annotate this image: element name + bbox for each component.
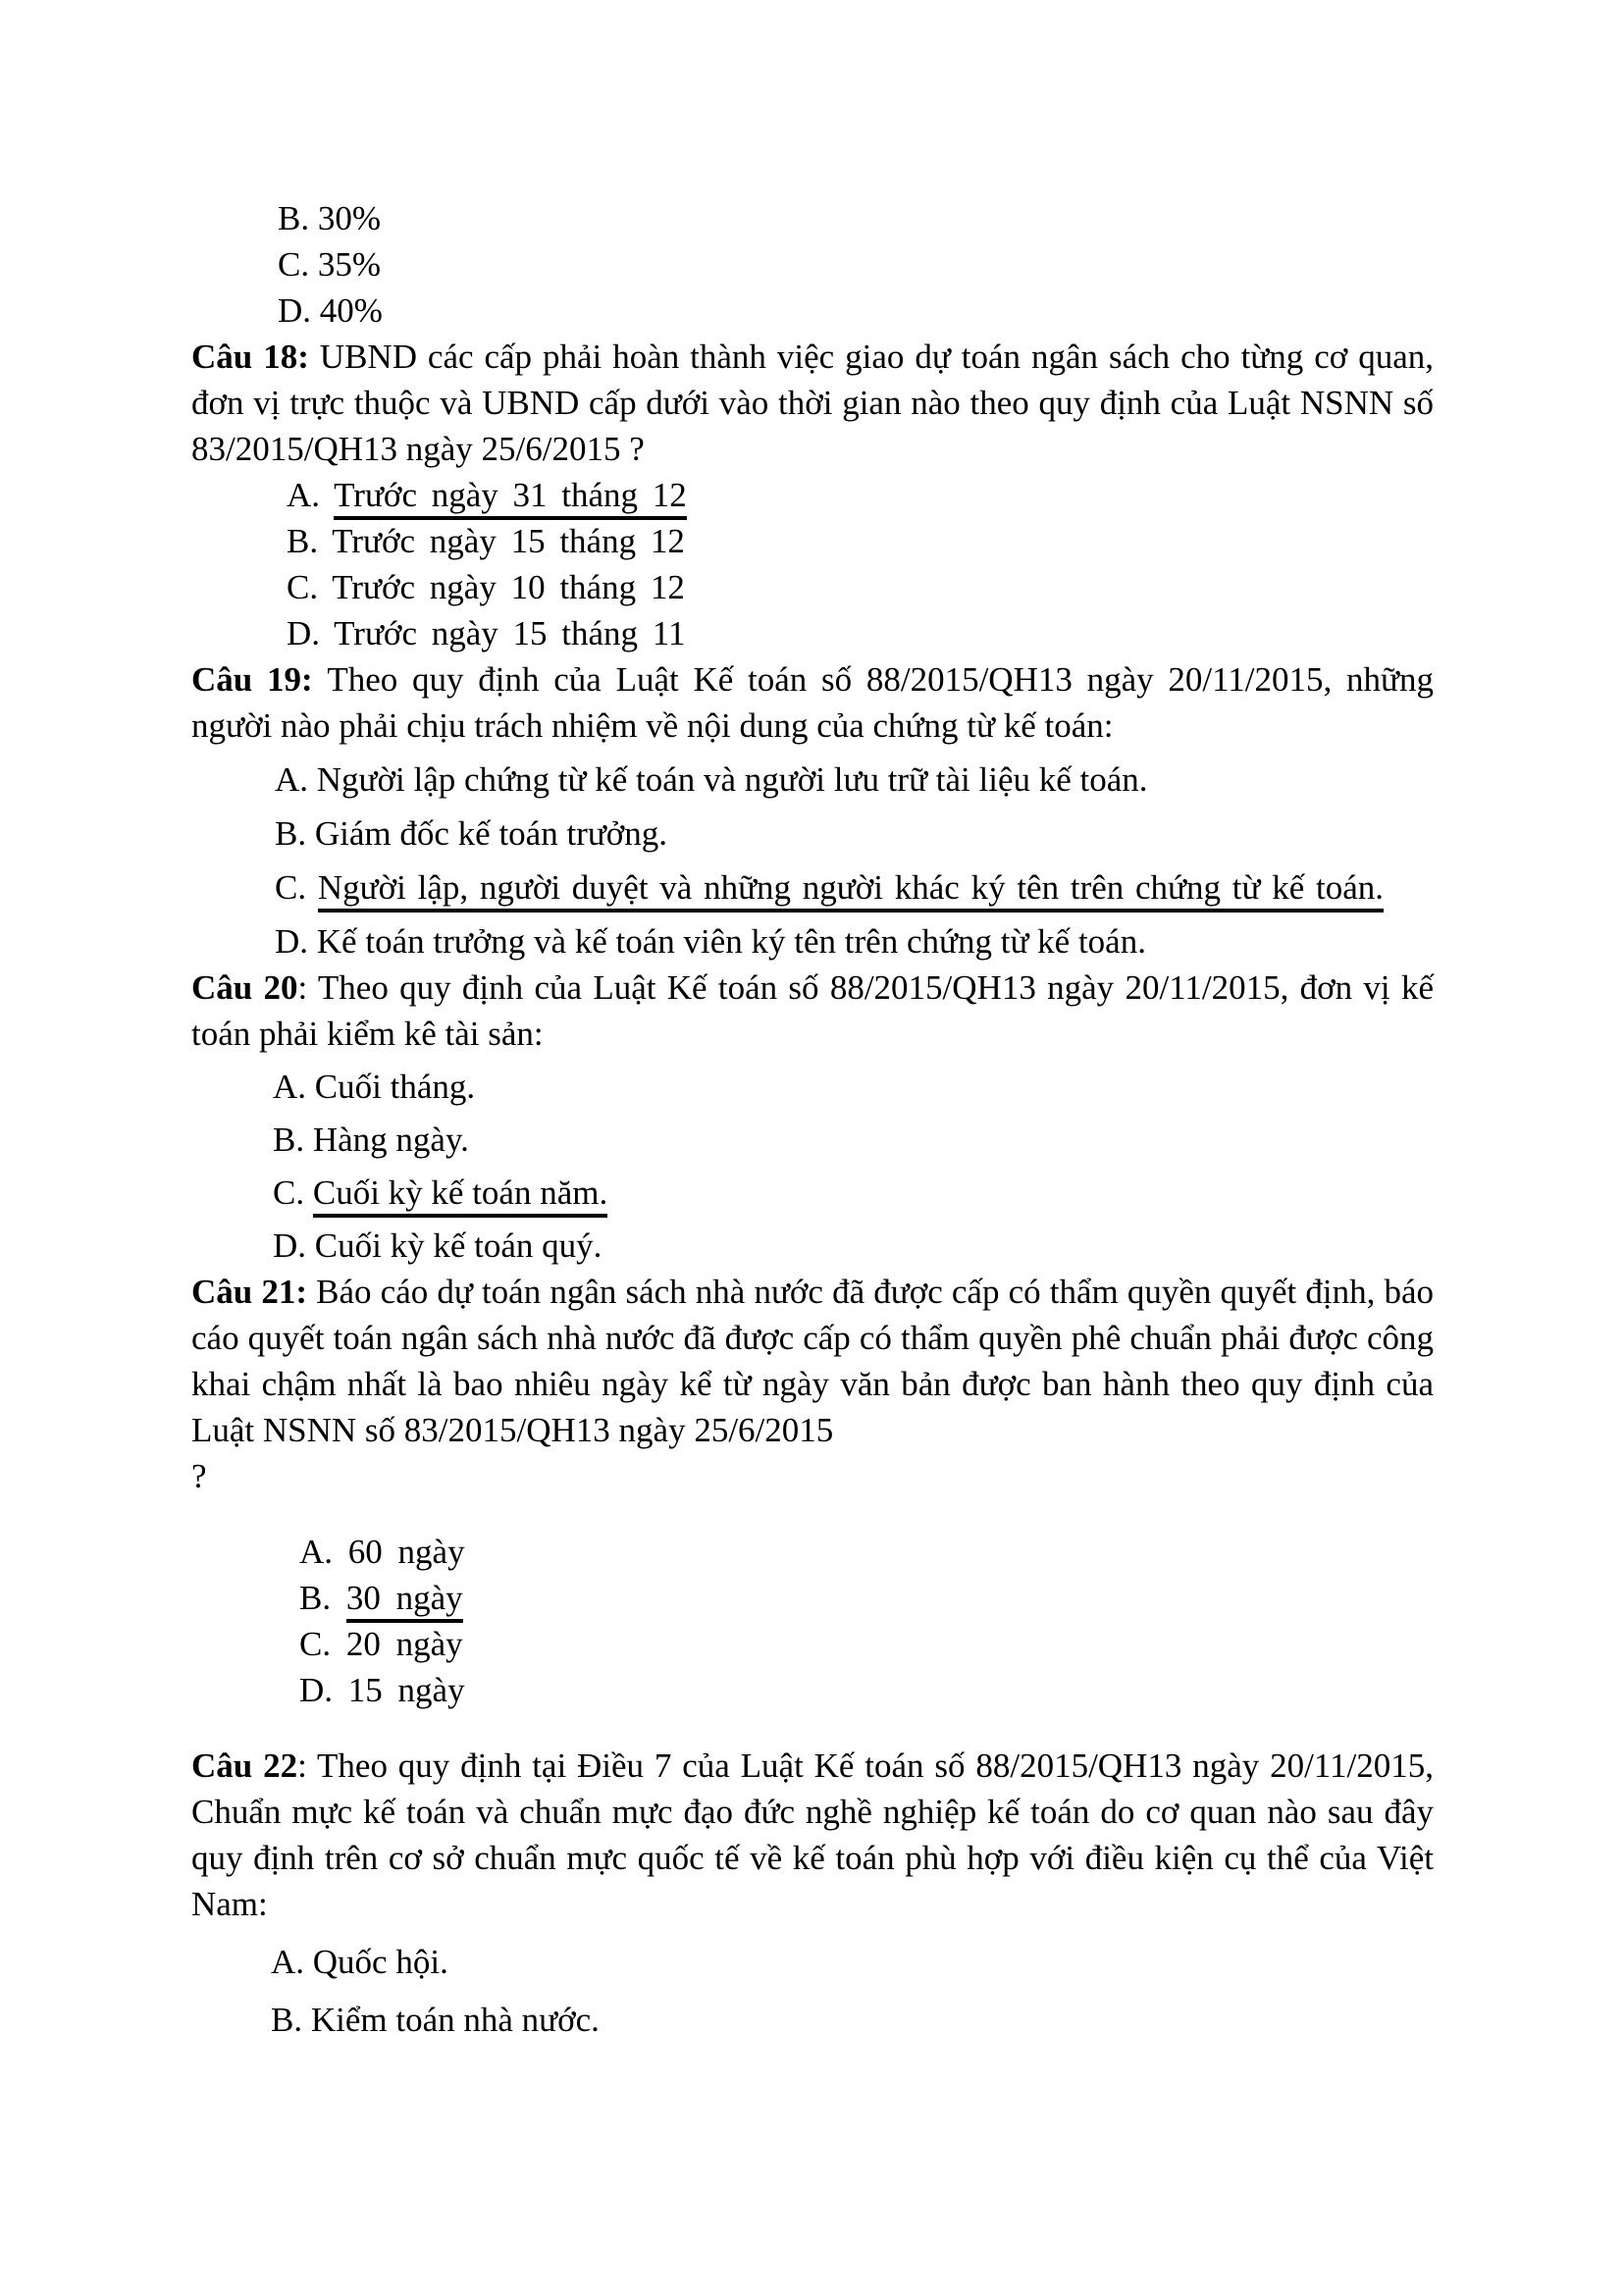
option-text: Cuối kỳ kế toán quý. [314,1226,602,1265]
option-row [191,1117,1434,1163]
option-letter: C. [287,568,319,606]
option-row [191,610,1434,656]
option-letter: C. [299,1625,332,1663]
option-letter: A. [299,1533,334,1571]
text-block [191,195,1434,2043]
option-letter: D. [299,1671,334,1709]
option-row [191,472,1434,518]
option-letter: A. [273,1068,307,1106]
option-row [191,918,1434,965]
option-row [191,241,1434,287]
option-text: Người lập, người duyệt và những người khác ký tên trên chứng từ kế toán. [318,868,1384,912]
option-letter: B. [273,1121,305,1159]
question-text [191,334,1434,472]
option-text: Cuối tháng. [314,1068,476,1106]
question-20 [191,965,1434,1269]
option-letter: D. [287,614,321,652]
option-row [191,518,1434,564]
option-text: 60 ngày [347,1533,465,1571]
option-letter: A. [287,476,321,514]
option-text: Người lập chứng từ kế toán và người lưu trữ tài liệu kế toán. [316,760,1148,799]
option-letter: C. [275,868,307,907]
question-text [191,965,1434,1057]
question-body: : Theo quy định tại Điều 7 của Luật Kế toán số 88/2015/QH13 ngày 20/11/2015, Chuẩn mực kế toán và chuẩn mực đạo đức nghề nghiệp kế toán do cơ quan nào sau đây quy định trên cơ sở chuẩn mực quốc tế về kế toán phù hợp với điều kiện cụ thể của Việt Nam: [191,1747,1434,1923]
option-text: Trước ngày 31 tháng 12 [334,476,687,520]
option-letter: B. [271,2001,303,2039]
question-18 [191,334,1434,656]
option-row [191,1621,1434,1667]
option-text: Kế toán trưởng và kế toán viên ký tên trên chứng từ kế toán. [316,922,1146,961]
question-text-tail: ? [191,1457,207,1495]
option-letter: C. [273,1173,305,1212]
question-number: Câu 19: [191,660,328,699]
option-row [191,864,1434,911]
option-text: Trước ngày 10 tháng 12 [332,568,685,606]
question-text [191,1743,1434,1927]
question-number: Câu 20 [191,968,298,1007]
option-row [191,1064,1434,1110]
option-row [191,1223,1434,1269]
question-17-partial [191,195,1434,334]
option-text: Quốc hội. [312,1943,448,1981]
option-letter: C. [278,245,310,284]
question-text [191,1269,1434,1453]
option-text: 40% [319,291,383,330]
option-text: 35% [317,245,382,284]
option-row [191,810,1434,857]
option-text: Hàng ngày. [312,1121,469,1159]
option-row [191,1575,1434,1621]
option-text: 30% [317,199,382,237]
question-text [191,656,1434,749]
question-body: Báo cáo dự toán ngân sách nhà nước đã được cấp có thẩm quyền quyết định, báo cáo quyết toán ngân sách nhà nước đã được cấp có thẩm quyền phê chuẩn phải được công khai chậm nhất là bao nhiêu ngày kể từ ngày văn bản được ban hành theo quy định của Luật NSNN số 83/2015/QH13 ngày 25/6/2015 [191,1273,1435,1449]
question-22 [191,1743,1434,2043]
option-letter: B. [299,1579,332,1617]
question-body: : Theo quy định của Luật Kế toán số 88/2015/QH13 ngày 20/11/2015, đơn vị kế toán phải kiểm kê tài sản: [191,968,1434,1053]
option-text: Cuối kỳ kế toán năm. [313,1173,607,1218]
option-text: Kiểm toán nhà nước. [310,2001,600,2039]
option-letter: D. [275,922,309,961]
option-row [191,1939,1434,1985]
option-text: Giám đốc kế toán trưởng. [314,814,668,853]
question-number: Câu 18: [191,338,320,376]
option-row [191,1170,1434,1216]
option-text: Trước ngày 15 tháng 11 [334,614,686,652]
option-letter: A. [271,1943,305,1981]
option-letter: B. [287,522,319,560]
question-19 [191,656,1434,965]
option-letter: D. [273,1226,307,1265]
option-text: 20 ngày [345,1625,463,1663]
option-row [191,195,1434,241]
option-letter: B. [275,814,307,853]
question-body: Theo quy định của Luật Kế toán số 88/2015/QH13 ngày 20/11/2015, những người nào phải chịu trách nhiệm về nội dung của chứng từ kế toán: [191,660,1434,745]
option-letter: A. [275,760,309,799]
option-row [191,1997,1434,2043]
question-body: UBND các cấp phải hoàn thành việc giao dự toán ngân sách cho từng cơ quan, đơn vị trực thuộc và UBND cấp dưới vào thời gian nào theo quy định của Luật NSNN số 83/2015/QH13 ngày 25/6/2015 ? [191,338,1434,468]
question-number: Câu 22 [191,1747,298,1785]
option-text: 15 ngày [347,1671,465,1709]
option-row [191,287,1434,334]
option-row [191,756,1434,803]
question-21 [191,1269,1434,1713]
option-row [191,1529,1434,1575]
option-row [191,1667,1434,1713]
question-number: Câu 21: [191,1273,317,1311]
option-text: 30 ngày [346,1579,463,1623]
option-letter: B. [278,199,310,237]
option-row [191,564,1434,610]
option-text: Trước ngày 15 tháng 12 [332,522,685,560]
option-letter: D. [278,291,312,330]
